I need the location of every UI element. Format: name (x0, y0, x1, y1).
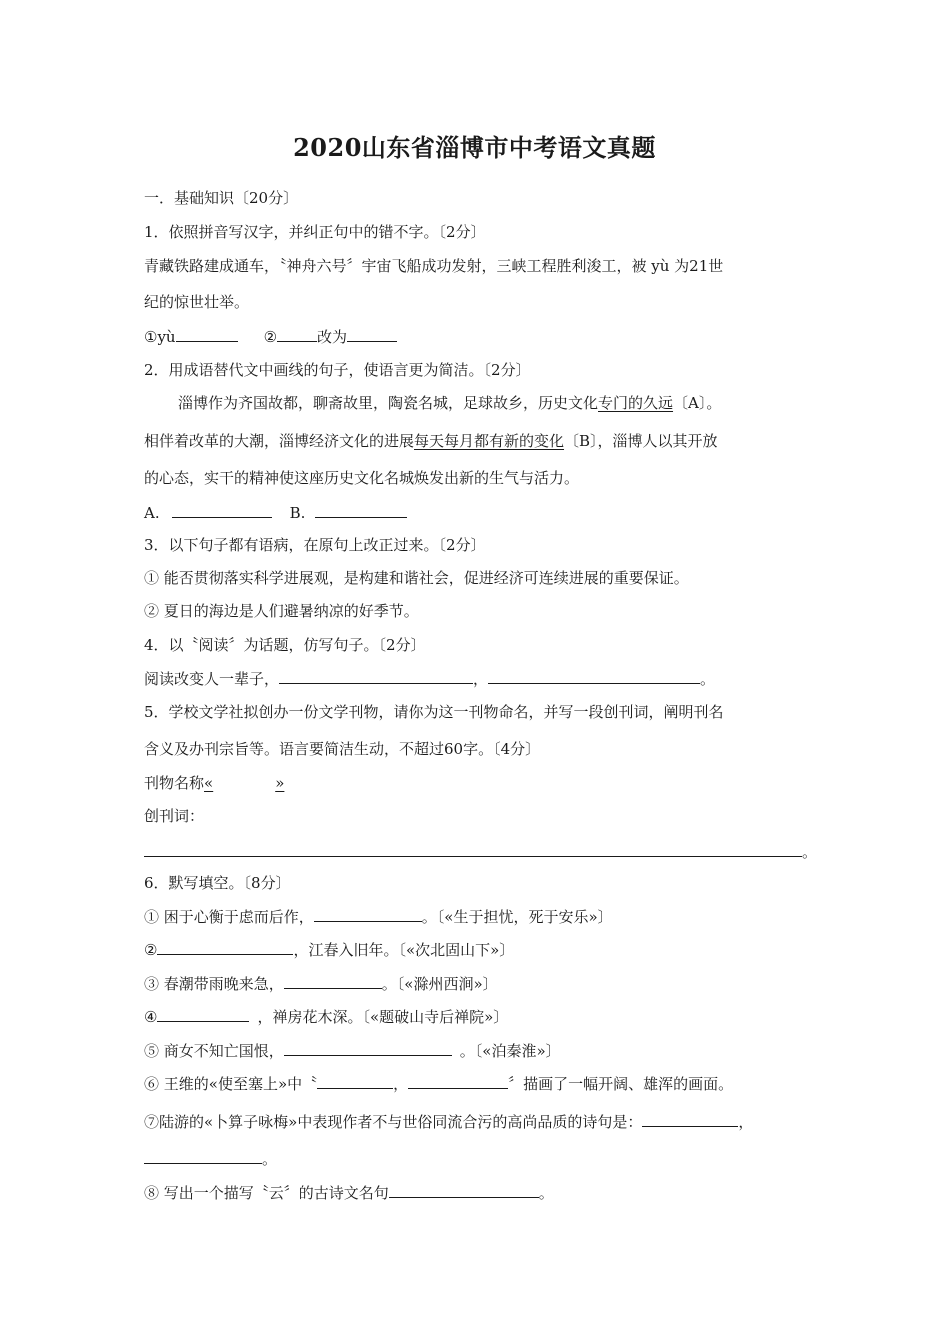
q2-passage-text: 相伴着改革的大潮，淄博经济文化的进展 (144, 432, 415, 450)
q5-name-field[interactable] (204, 774, 284, 792)
q2-passage-text: 〔B〕，淄博人以其开放 (564, 432, 718, 450)
q6-item3-blank[interactable] (284, 973, 382, 989)
q6-item5-blank[interactable] (284, 1040, 452, 1056)
q6-item5-source: 。〔«泊秦淮»〕 (459, 1042, 561, 1060)
q5-intro-label: 创刊词： (144, 807, 205, 825)
q6-item2 (144, 939, 514, 960)
q6-item1-text: ① 困于心衡于虑而后作， (144, 908, 314, 926)
q5-name-label: 刊物名称 (144, 774, 205, 792)
q6-prompt: 6．默写填空。〔8分〕 (144, 874, 291, 892)
q6-item7-continued (144, 1148, 277, 1169)
q3-prompt: 3．以下句子都有语病，在原句上改正过来。〔2分〕 (144, 536, 486, 554)
q2-passage-line1 (178, 393, 721, 413)
q6-item4-num: ④ (144, 1008, 158, 1026)
q6-item1-blank[interactable] (314, 906, 422, 922)
q2-underlined-a: 专门的久远 (598, 394, 674, 412)
q6-item8-text: ⑧ 写出一个描写〝云〞的古诗文名句 (144, 1184, 389, 1202)
q3-sentence1: ① 能否贯彻落实科学进展观，是构建和谐社会，促进经济可连续进展的重要保证。 (144, 569, 689, 587)
q6-item4-text: ，禅房花木深。〔«题破山寺后禅院»〕 (257, 1008, 509, 1026)
q1-answer2-right-blank[interactable] (347, 326, 397, 342)
q6-item7 (144, 1111, 753, 1132)
q4-comma: ， (473, 670, 489, 688)
section-heading: 一．基础知识〔20分〕 (144, 189, 299, 207)
q6-item2-text: ，江春入旧年。〔«次北固山下»〕 (293, 941, 515, 959)
q2-answer-b-blank[interactable] (315, 502, 407, 518)
q5-open-quote: « (204, 774, 214, 792)
q6-item7-text: ⑦陆游的«卜算子咏梅»中表现作者不与世俗同流合污的高尚品质的诗句是： (144, 1113, 643, 1131)
q6-item6-text: ⑥ 王维的«使至塞上»中〝 (144, 1075, 318, 1093)
q2-passage-text: 〔A〕。 (673, 394, 722, 412)
q6-item7-blank2[interactable] (144, 1148, 262, 1164)
q5-intro-end: 。 (802, 843, 818, 861)
q2-passage-line3: 的心态，实干的精神使这座历史文化名城焕发出新的生气与活力。 (144, 469, 580, 487)
page-title: 2020山东省淄博市中考语文真题 (293, 133, 656, 162)
q1-answer1-blank[interactable] (176, 326, 238, 342)
q6-item4-blank[interactable] (157, 1006, 249, 1022)
q6-item1-source: 。〔«生于担忧，死于安乐»〕 (421, 908, 613, 926)
q6-item3-source: 。〔«滁州西涧»〕 (381, 975, 498, 993)
q1-text-line1: 青藏铁路建成通车，〝神舟六号〞宇宙飞船成功发射，三峡工程胜利浚工，被 yù 为21世 (144, 257, 724, 275)
q1-answer2-wrong-blank[interactable] (277, 326, 317, 342)
q1-prompt: 1．依照拼音写汉字，并纠正句中的错不字。〔2分〕 (144, 223, 486, 241)
q6-item6-text-end: 〞描画了一幅开阔、雄浑的画面。 (508, 1075, 734, 1093)
q4-start: 阅读改变人一辈子， (144, 670, 280, 688)
q6-item6-comma: ， (393, 1075, 409, 1093)
q5-name-line (144, 773, 284, 793)
q5-prompt-line2: 含义及办刊宗旨等。语言要简洁生动，不超过60字。〔4分〕 (144, 740, 541, 758)
q4-prompt: 4．以〝阅读〞为话题，仿写句子。〔2分〕 (144, 636, 426, 654)
q6-item3-text: ③ 春潮带雨晚来急， (144, 975, 284, 993)
q6-item6-blank1[interactable] (317, 1073, 393, 1089)
q6-item8 (144, 1182, 554, 1203)
q5-intro-blank[interactable] (144, 841, 802, 857)
q1-answer2-mid: 改为 (317, 328, 348, 346)
q2-label-a: A. (144, 504, 160, 522)
q6-item8-blank[interactable] (389, 1182, 539, 1198)
q6-item7-blank1[interactable] (642, 1111, 738, 1127)
q3-sentence2: ② 夏日的海边是人们避暑纳凉的好季节。 (144, 602, 419, 620)
q6-item2-blank[interactable] (157, 939, 293, 955)
q5-close-quote: » (275, 774, 285, 792)
q2-passage-text: 淄博作为齐国故都，聊斋故里，陶瓷名城，足球故乡，历史文化 (178, 394, 599, 412)
q2-answer-line (144, 502, 407, 523)
q1-text-line2: 纪的惊世壮举。 (144, 293, 250, 311)
q6-item6-blank2[interactable] (408, 1073, 508, 1089)
q2-underlined-b: 每天每月都有新的变化 (414, 432, 565, 450)
q6-item4 (144, 1006, 508, 1027)
q5-prompt-line1: 5．学校文学社拟创办一份文学刊物，请你为这一刊物命名，并写一段创刊词，阐明刊名 (144, 703, 724, 721)
q6-item3 (144, 973, 498, 994)
q4-blank2[interactable] (488, 668, 700, 684)
q6-item5 (144, 1040, 561, 1061)
q4-blank1[interactable] (279, 668, 473, 684)
q1-answer2-label: ② (263, 328, 278, 346)
q6-item8-end: 。 (538, 1184, 554, 1202)
q6-item2-num: ② (144, 941, 158, 959)
q2-answer-a-blank[interactable] (172, 502, 272, 518)
q2-label-b: B. (289, 504, 306, 522)
q6-item6 (144, 1073, 733, 1094)
q6-item7-comma: ， (738, 1113, 754, 1131)
q2-passage-line2 (144, 431, 718, 451)
q1-answer-line (144, 326, 397, 347)
q6-item1 (144, 906, 613, 927)
q6-item7-end: 。 (262, 1150, 278, 1168)
q6-item5-text: ⑤ 商女不知亡国恨， (144, 1042, 284, 1060)
q1-answer1-label: ①yù (144, 328, 176, 346)
q2-prompt: 2．用成语替代文中画线的句子，使语言更为简洁。〔2分〕 (144, 361, 531, 379)
q4-end: 。 (700, 670, 716, 688)
q5-intro-line (144, 841, 817, 862)
q4-answer-line (144, 668, 715, 689)
